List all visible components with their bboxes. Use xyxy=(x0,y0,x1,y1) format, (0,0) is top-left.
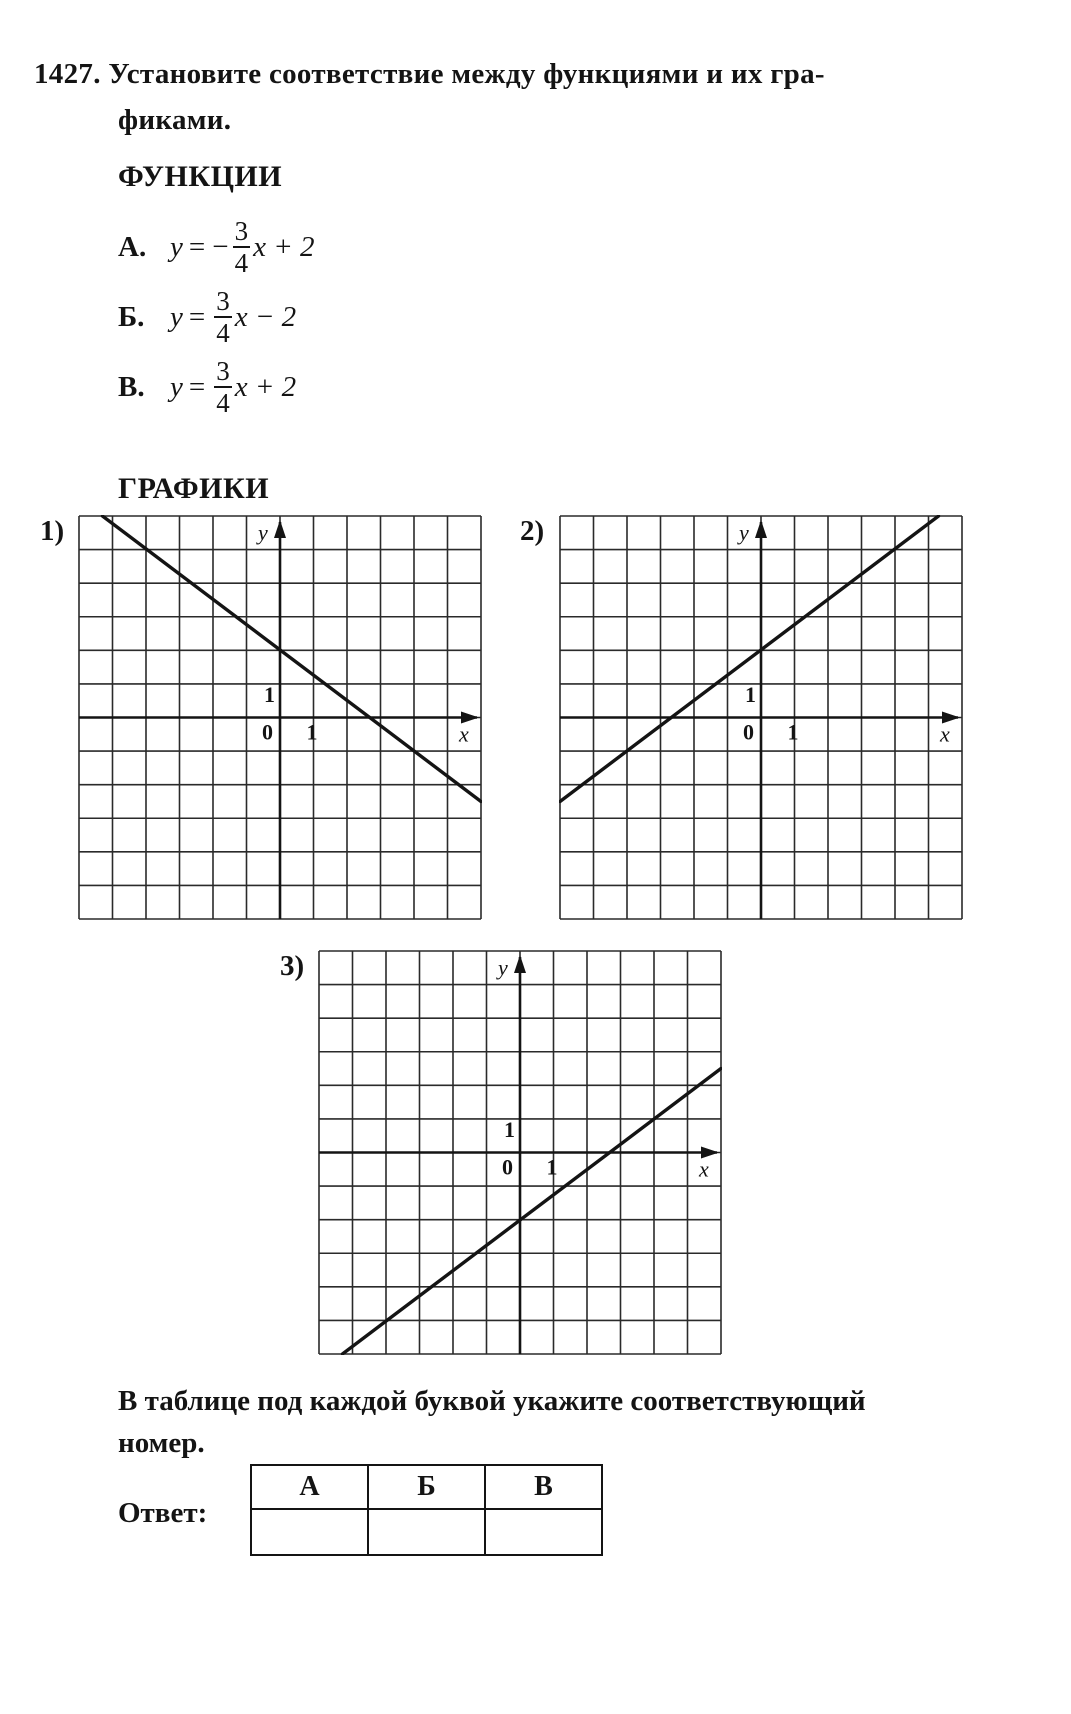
fraction-numerator: 3 xyxy=(216,355,230,386)
function-letter: Б. xyxy=(118,300,145,333)
graph-2 xyxy=(559,515,963,920)
x-unit-label: 1 xyxy=(787,719,799,745)
graph-3 xyxy=(318,950,722,1355)
function-y: y xyxy=(170,230,183,263)
y-axis-label: y xyxy=(498,955,508,980)
instruction-line1: В таблице под каждой буквой укажите соответствующий xyxy=(118,1385,866,1417)
y-axis-arrow xyxy=(274,520,286,538)
function-y: y xyxy=(170,300,183,333)
graph-1 xyxy=(78,515,482,920)
fraction-numerator: 3 xyxy=(234,215,249,246)
function-fraction xyxy=(214,285,232,348)
function-line xyxy=(342,1069,721,1354)
answer-label: Ответ: xyxy=(118,1497,208,1529)
function-y: y xyxy=(170,370,183,403)
y-axis-label: y xyxy=(258,520,268,545)
graph-1-label: 1) xyxy=(40,515,65,547)
function-fraction xyxy=(233,215,251,278)
problem-statement-line2: фиками. xyxy=(118,104,232,136)
function-line xyxy=(102,516,481,801)
function-line xyxy=(560,516,939,801)
function-eq: = xyxy=(188,230,206,263)
graph-2-label: 2) xyxy=(520,515,545,547)
instruction xyxy=(118,1380,866,1464)
fraction-denominator: 4 xyxy=(216,387,230,418)
x-unit-label: 1 xyxy=(546,1154,558,1180)
graph-3-label: 3) xyxy=(280,950,305,982)
problem-text-1: Установите соответствие между функциями и их гра- xyxy=(108,58,825,90)
answer-cell-a[interactable] xyxy=(251,1509,368,1555)
function-rest: x + 2 xyxy=(234,370,297,403)
instruction-line2: номер. xyxy=(118,1427,205,1459)
functions-heading: ФУНКЦИИ xyxy=(118,160,283,193)
function-fraction xyxy=(214,355,232,418)
answer-input-row xyxy=(251,1509,602,1555)
x-axis-label: x xyxy=(459,721,469,747)
function-a xyxy=(118,212,315,282)
x-axis-label: x xyxy=(940,721,950,747)
function-letter: В. xyxy=(118,370,145,403)
answer-header-row xyxy=(251,1465,602,1509)
y-unit-label: 1 xyxy=(264,681,275,707)
function-rest: x − 2 xyxy=(234,300,297,333)
y-unit-label: 1 xyxy=(745,681,756,707)
origin-label: 0 xyxy=(502,1154,513,1180)
function-eq: = xyxy=(188,370,206,403)
x-unit-label: 1 xyxy=(306,719,318,745)
y-axis-arrow xyxy=(514,955,526,973)
origin-label: 0 xyxy=(743,719,754,745)
functions-list xyxy=(118,212,315,422)
answer-column-b: Б xyxy=(368,1465,485,1509)
answer-table xyxy=(250,1464,603,1556)
answer-column-c: В xyxy=(485,1465,602,1509)
x-axis-label: x xyxy=(699,1156,709,1182)
function-c xyxy=(118,352,315,422)
origin-label: 0 xyxy=(262,719,273,745)
answer-cell-c[interactable] xyxy=(485,1509,602,1555)
graphs-heading: ГРАФИКИ xyxy=(118,472,270,505)
fraction-numerator: 3 xyxy=(216,285,230,316)
function-rest: x + 2 xyxy=(253,230,315,263)
function-eq: = xyxy=(188,300,206,333)
problem-statement-line1 xyxy=(34,58,825,91)
function-letter: А. xyxy=(118,230,147,263)
function-sign: − xyxy=(212,230,229,263)
problem-number: 1427. xyxy=(34,58,101,90)
y-axis-label: y xyxy=(739,520,749,545)
fraction-denominator: 4 xyxy=(216,317,230,348)
y-axis-arrow xyxy=(755,520,767,538)
fraction-denominator: 4 xyxy=(234,247,249,278)
y-unit-label: 1 xyxy=(504,1116,515,1142)
answer-column-a: А xyxy=(251,1465,368,1509)
answer-cell-b[interactable] xyxy=(368,1509,485,1555)
function-b xyxy=(118,282,315,352)
